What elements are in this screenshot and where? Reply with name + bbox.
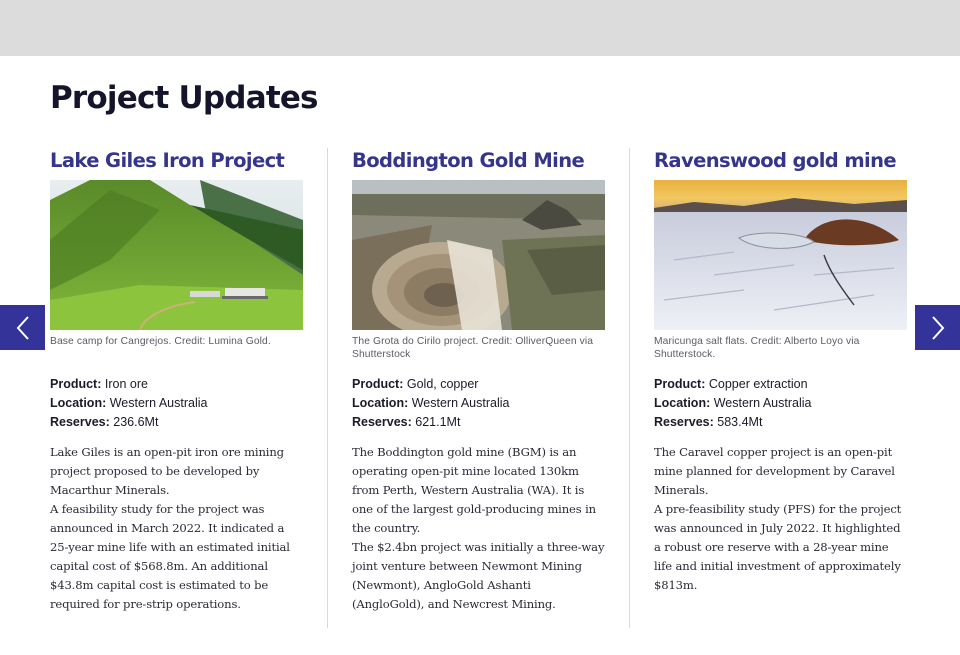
chevron-right-icon: [929, 314, 947, 342]
spec-label: Location:: [654, 396, 711, 410]
project-image[interactable]: [654, 180, 907, 330]
image-caption: Base camp for Cangrejos. Credit: Lumina Gold.: [50, 336, 271, 347]
project-specs: [352, 375, 605, 432]
project-description: Lake Giles is an open-pit iron ore mining project proposed to be developed by Macarthur Minerals. A feasibility study for the project was announced in March 2022. It indicated a 25-year mine life with an estimated initial capital cost of $568.8m. An additional $43.8m capital cost is estimated to be required for pre-strip operations.: [50, 445, 290, 611]
carousel-next-button[interactable]: [915, 305, 960, 350]
spec-reserves: [352, 413, 605, 432]
spec-value: Western Australia: [109, 396, 208, 410]
spec-value: Western Australia: [713, 396, 812, 410]
spec-value: 583.4Mt: [717, 415, 763, 429]
spec-product: [50, 375, 303, 394]
project-card: [352, 148, 605, 614]
spec-label: Product:: [654, 377, 706, 391]
spec-value: Copper extraction: [708, 377, 808, 391]
spec-location: [352, 394, 605, 413]
project-card: [50, 148, 303, 614]
project-card: [654, 148, 907, 595]
project-specs: [654, 375, 907, 432]
spec-location: [50, 394, 303, 413]
spec-reserves: [654, 413, 907, 432]
project-description: The Boddington gold mine (BGM) is an operating open-pit mine located 130km from Perth, Western Australia (WA). It is one of the largest gold-producing mines in the country. The $2.4bn project was initially a three-way joint venture between Newmont Mining (Newmont), AngloGold Ashanti (AngloGold), and Newcrest Mining.: [352, 445, 605, 611]
spec-label: Product:: [352, 377, 404, 391]
project-image[interactable]: [352, 180, 605, 330]
project-description: The Caravel copper project is an open-pit mine planned for development by Caravel Minerals. A pre-feasibility study (PFS) for the project was announced in July 2022. It highlighted a robust ore reserve with a 28-year mine life and initial investment of approximately $813m.: [654, 445, 902, 592]
card-title[interactable]: Lake Giles Iron Project: [50, 149, 285, 172]
mountain-camp-photo: [50, 180, 303, 330]
card-divider: [327, 148, 328, 628]
spec-value: 621.1Mt: [415, 415, 461, 429]
project-specs: [50, 375, 303, 432]
spec-label: Reserves:: [352, 415, 412, 429]
spec-label: Location:: [352, 396, 409, 410]
chevron-left-icon: [14, 314, 32, 342]
card-title[interactable]: Boddington Gold Mine: [352, 149, 585, 172]
open-pit-mine-photo: [352, 180, 605, 330]
carousel-prev-button[interactable]: [0, 305, 45, 350]
project-image[interactable]: [50, 180, 303, 330]
spec-label: Reserves:: [654, 415, 714, 429]
salt-flats-photo: [654, 180, 907, 330]
card-divider: [629, 148, 630, 628]
spec-reserves: [50, 413, 303, 432]
image-caption: Maricunga salt flats. Credit: Alberto Loyo via Shutterstock.: [654, 336, 860, 360]
spec-label: Product:: [50, 377, 102, 391]
section-title: Project Updates: [50, 80, 318, 116]
card-title[interactable]: Ravenswood gold mine: [654, 149, 897, 172]
spec-label: Reserves:: [50, 415, 110, 429]
spec-value: Western Australia: [411, 396, 510, 410]
spec-value: 236.6Mt: [113, 415, 159, 429]
spec-value: Iron ore: [104, 377, 148, 391]
spec-product: [352, 375, 605, 394]
image-caption: The Grota do Cirilo project. Credit: OlliverQueen via Shutterstock: [352, 336, 594, 360]
spec-label: Location:: [50, 396, 107, 410]
spec-value: Gold, copper: [406, 377, 479, 391]
spec-location: [654, 394, 907, 413]
spec-product: [654, 375, 907, 394]
top-banner: [0, 0, 960, 56]
